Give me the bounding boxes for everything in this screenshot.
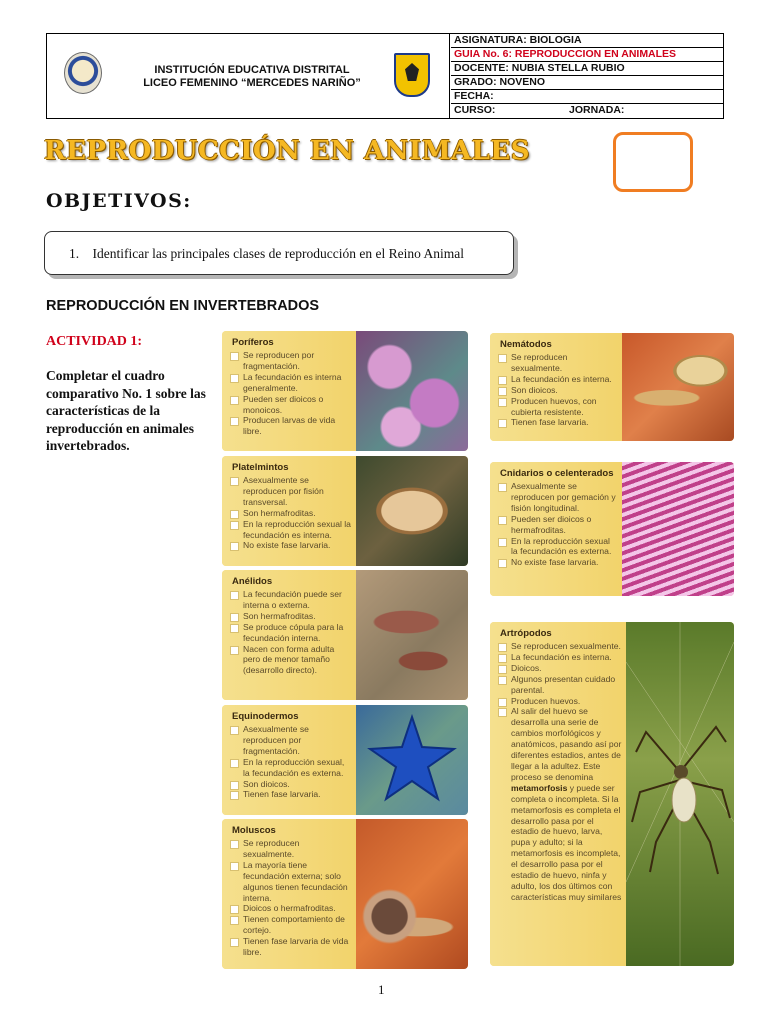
card-title: Poríferos	[232, 337, 274, 348]
list-item: Dioicos o hermafroditas.	[228, 903, 352, 914]
list-item: La mayoría tiene fecundación externa; solo algunos tienen fecundación interna.	[228, 860, 352, 904]
list-item: No existe fase larvaria.	[496, 557, 618, 568]
asignatura-row: ASIGNATURA: BIOLOGIA	[451, 34, 724, 48]
metamorphosis-text-a: Al salir del huevo se desarrolla una serie de cambios morfológicos y anatómicos, pasando así por diferentes estadios, antes de llegar a la adultez. Este proceso se denomina	[511, 706, 622, 782]
list-item: Tienen fase larvaria.	[228, 789, 352, 800]
list-item: Asexualmente se reproducen por gemación y fisión longitudinal.	[496, 481, 618, 514]
fecha-row: FECHA:	[451, 90, 724, 104]
list-item	[496, 706, 622, 902]
card-list	[496, 481, 618, 568]
card-title: Artrópodos	[500, 628, 552, 639]
curso-row	[451, 104, 724, 118]
snail-photo	[356, 819, 468, 969]
institution-line-2: LICEO FEMENINO “MERCEDES NARIÑO”	[143, 77, 361, 89]
list-item: Pueden ser dioicos o hermafroditas.	[496, 514, 618, 536]
page-title: REPRODUCCIÓN EN ANIMALES	[44, 136, 531, 166]
list-item: Pueden ser dioicos o monoicos.	[228, 394, 352, 416]
metamorphosis-text-b: y puede ser completa o incompleta. Si la metamorfosis es completa el desarrollo pasa por el estadio de huevo, larva, pupa y adulto; si la metamorfosis es incompleta, el desarrollo pasa por el estadio de huevo, ninfa y adulto, los dos últimos con características muy similares	[511, 782, 622, 902]
card-nematodos	[490, 333, 734, 441]
card-list	[496, 641, 622, 903]
card-list	[228, 838, 352, 958]
header-info-cells	[451, 34, 724, 118]
list-item: Algunos presentan cuidado parental.	[496, 674, 622, 696]
list-item: No existe fase larvaria.	[228, 540, 352, 551]
card-artropodos	[490, 622, 734, 966]
card-text	[490, 462, 622, 596]
list-item: La fecundación es interna.	[496, 374, 618, 385]
list-item: Son hermafroditas.	[228, 508, 352, 519]
list-item: La fecundación es interna.	[496, 652, 622, 663]
spider-photo	[626, 622, 734, 966]
institution-cell	[47, 34, 450, 118]
list-item: La fecundación es interna generalmente.	[228, 372, 352, 394]
nematode-photo	[622, 333, 734, 441]
card-list	[228, 475, 352, 551]
card-list	[496, 352, 618, 428]
flatworm-photo	[356, 456, 468, 566]
objectives-heading: OBJETIVOS:	[46, 190, 192, 212]
card-anelidos	[222, 570, 468, 700]
card-title: Nemátodos	[500, 339, 552, 350]
card-text	[490, 333, 622, 441]
card-cnidarios	[490, 462, 734, 596]
list-item: Nacen con forma adulta pero de menor tamaño (desarrollo directo).	[228, 644, 352, 677]
card-moluscos	[222, 819, 468, 969]
list-item: Tienen fase larvaria de vida libre.	[228, 936, 352, 958]
list-item: Producen huevos.	[496, 696, 622, 707]
city-coat-of-arms-icon	[394, 53, 430, 97]
sponge-photo	[356, 331, 468, 451]
orange-rounded-box	[613, 132, 693, 192]
list-item: Se reproducen sexualmente.	[228, 838, 352, 860]
list-item: Se reproducen por fragmentación.	[228, 350, 352, 372]
grado-row: GRADO: NOVENO	[451, 76, 724, 90]
card-title: Equinodermos	[232, 711, 299, 722]
card-equinodermos	[222, 705, 468, 815]
starfish-photo	[356, 705, 468, 815]
school-crest-icon	[64, 52, 102, 94]
section-title: REPRODUCCIÓN EN INVERTEBRADOS	[46, 298, 320, 314]
metamorphosis-term: metamorfosis	[511, 782, 568, 793]
header-table	[46, 33, 724, 119]
activity-text: Completar el cuadro comparativo No. 1 sobre las características de la reproducción en animales invertebrados.	[46, 368, 206, 453]
list-item: Se produce cópula para la fecundación interna.	[228, 622, 352, 644]
list-item: La fecundación puede ser interna o externa.	[228, 589, 352, 611]
card-list	[228, 350, 352, 437]
page-number: 1	[378, 982, 385, 997]
institution-name	[117, 64, 387, 90]
card-text	[222, 705, 356, 815]
list-item: Tienen fase larvaria.	[496, 417, 618, 428]
card-title: Platelmintos	[232, 462, 289, 473]
objective-number: 1.	[69, 246, 80, 261]
list-item: Son dioicos.	[496, 385, 618, 396]
card-title: Cnidarios o celenterados	[500, 468, 614, 479]
objectives-box	[44, 231, 514, 275]
jornada-label: JORNADA:	[569, 104, 625, 116]
card-poriferos	[222, 331, 468, 451]
card-platelmintos	[222, 456, 468, 566]
list-item: Producen huevos, con cubierta resistente.	[496, 396, 618, 418]
list-item: Tienen comportamiento de cortejo.	[228, 914, 352, 936]
jellyfish-photo	[622, 462, 734, 596]
earthworm-photo	[356, 570, 468, 700]
card-text	[222, 456, 356, 566]
list-item: Dioicos.	[496, 663, 622, 674]
card-text	[490, 622, 626, 966]
card-list	[228, 724, 352, 800]
curso-label: CURSO:	[454, 104, 496, 116]
card-title: Moluscos	[232, 825, 276, 836]
card-text	[222, 819, 356, 969]
card-text	[222, 570, 356, 700]
card-list	[228, 589, 352, 676]
activity-title: ACTIVIDAD 1:	[46, 334, 143, 349]
list-item: En la reproducción sexual la fecundación es externa.	[496, 536, 618, 558]
list-item: Asexualmente se reproducen por fragmentación.	[228, 724, 352, 757]
list-item: En la reproducción sexual la fecundación es interna.	[228, 519, 352, 541]
list-item: Se reproducen sexualmente.	[496, 641, 622, 652]
spider-icon	[626, 622, 734, 966]
objective-text: Identificar las principales clases de reproducción en el Reino Animal	[92, 246, 464, 261]
list-item: En la reproducción sexual, la fecundación es externa.	[228, 757, 352, 779]
list-item: Asexualmente se reproducen por fisión transversal.	[228, 475, 352, 508]
guia-row: GUIA No. 6: REPRODUCCION EN ANIMALES	[451, 48, 724, 62]
card-text	[222, 331, 356, 451]
card-title: Anélidos	[232, 576, 273, 587]
list-item: Son hermafroditas.	[228, 611, 352, 622]
docente-row: DOCENTE: NUBIA STELLA RUBIO	[451, 62, 724, 76]
institution-line-1: INSTITUCIÓN EDUCATIVA DISTRITAL	[154, 64, 350, 76]
list-item: Producen larvas de vida libre.	[228, 415, 352, 437]
starfish-icon	[356, 705, 468, 815]
list-item: Se reproducen sexualmente.	[496, 352, 618, 374]
list-item: Son dioicos.	[228, 779, 352, 790]
